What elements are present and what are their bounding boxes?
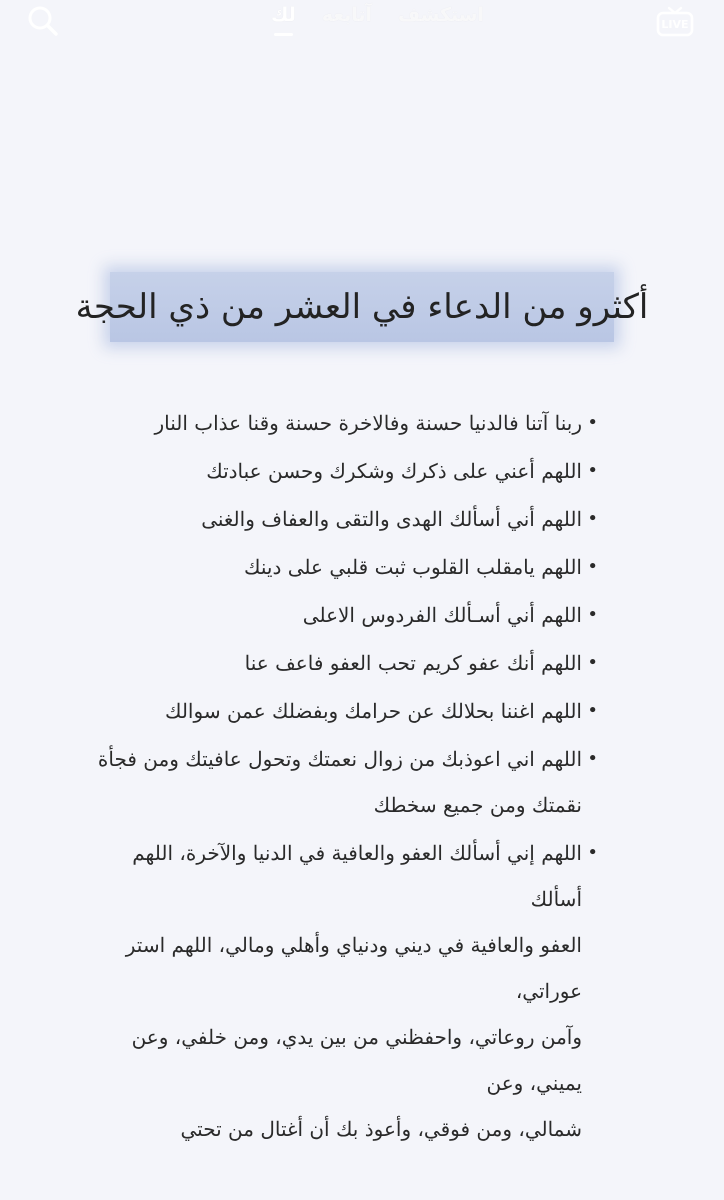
search-button[interactable] [26,4,60,38]
list-item [96,544,596,590]
list-item [96,448,596,494]
dua-line: • اللهم أني أسألك الهدى والتقى والعفاف والغنى [201,507,582,531]
list-item [96,592,596,638]
list-item [96,736,596,828]
tab-explore[interactable]: استكشف [398,4,484,26]
dua-line: • ربنا آتنا فالدنيا حسنة وفالاخرة حسنة وقنا عذاب النار [154,411,582,435]
dua-line: • اللهم اني اعوذبك من زوال نعمتك وتحول عافيتك ومن فجأة [97,747,582,771]
tab-following[interactable]: آتابعه [321,4,373,26]
dua-line: • اللهم إني أسألك العفو والعافية في الدنيا والآخرة، اللهم أسألك [132,841,582,911]
live-label: LIVE [661,18,689,31]
feed-tabs [271,4,484,30]
title-highlight [75,272,649,342]
top-navigation-bar [0,0,724,44]
dua-line: شمالي، ومن فوقي، وأعوذ بك أن أغتال من تحتي [180,1117,582,1141]
dua-line: • اللهم أني أسـألك الفردوس الاعلى [302,603,582,627]
dua-line: • اللهم يامقلب القلوب ثبت قلبي على دينك [244,555,582,579]
dua-line: العفو والعافية في ديني ودنياي وأهلي ومالي، اللهم استر عوراتي، [125,933,582,1003]
live-button[interactable] [654,2,696,40]
list-item [96,400,596,446]
list-item [96,640,596,686]
list-item [96,496,596,542]
page-title: أكثرو من الدعاء في العشر من ذي الحجة [75,287,649,327]
dua-line: • اللهم أعني على ذكرك وشكرك وحسن عبادتك [206,459,582,483]
tab-for-you[interactable]: لك [271,4,296,30]
list-item [96,688,596,734]
list-item [96,830,596,1152]
dua-line: • اللهم اغننا بحلالك عن حرامك وبفضلك عمن سوالك [164,699,582,723]
dua-line: • اللهم أنك عفو كريم تحب العفو فاعف عنا [244,651,582,675]
dua-line: نقمتك ومن جميع سخطك [373,793,582,817]
dua-list [96,400,596,1154]
dua-line: وآمن روعاتي، واحفظني من بين يدي، ومن خلفي، وعن يميني، وعن [131,1025,582,1095]
search-icon [26,4,60,38]
